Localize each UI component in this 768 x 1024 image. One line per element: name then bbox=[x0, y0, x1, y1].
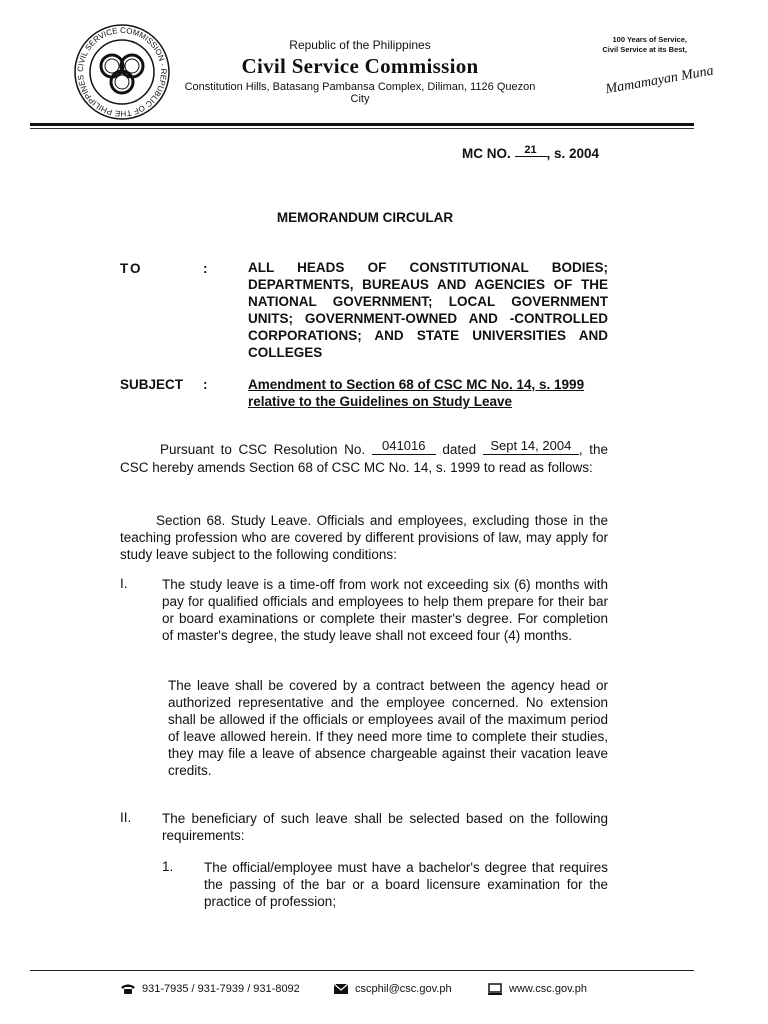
agency-name: Civil Service Commission bbox=[241, 54, 479, 78]
subject-text: Amendment to Section 68 of CSC MC No. 14, s. 1999 relative to the Guidelines on Study Leave bbox=[248, 377, 585, 409]
intro-text-b: dated bbox=[442, 442, 477, 457]
footer-website bbox=[487, 983, 587, 995]
email-link[interactable]: cscphil@csc.gov.ph bbox=[355, 983, 452, 995]
resolution-number: 041016 bbox=[372, 437, 436, 455]
subitem-1-text: The official/employee must have a bachelor's degree that requires the passing of the bar or a board licensure examination for the practice of profession; bbox=[204, 860, 608, 909]
intro-text-c: , the CSC hereby amends Section 68 of CSC MC No. 14, s. 1999 to read as follows: bbox=[120, 442, 608, 475]
intro-paragraph bbox=[120, 438, 608, 476]
item-1-text: The study leave is a time-off from work not exceeding six (6) months with pay for qualified officials and employees to help them prepare for their bar or board examinations or complete their master's degree. For completion of master's degree, the study leave shall not exceed four (4) months. bbox=[162, 577, 608, 643]
mail-icon bbox=[333, 983, 349, 995]
republic-heading: Republic of the Philippines bbox=[289, 38, 431, 52]
agency-address: Constitution Hills, Batasang Pambansa Complex, Diliman, 1126 Quezon City bbox=[184, 81, 536, 105]
header-divider-thick bbox=[30, 123, 694, 126]
signature-text: Mamamayan Muna bbox=[604, 63, 715, 98]
mc-suffix: , s. 2004 bbox=[546, 146, 600, 161]
phone-numbers: 931-7935 / 931-7939 / 931-8092 bbox=[142, 983, 300, 995]
seal-ring-text: CIVIL SERVICE COMMISSION · REPUBLIC OF THE PHILIPPINES bbox=[75, 25, 169, 119]
intro-text-a: Pursuant to CSC Resolution No. bbox=[160, 442, 366, 457]
header-divider-thin bbox=[30, 128, 694, 129]
csc-seal-logo bbox=[72, 22, 172, 122]
motto bbox=[585, 35, 687, 55]
item-1-number: I. bbox=[120, 576, 128, 591]
resolution-date: Sept 14, 2004 bbox=[483, 437, 579, 455]
footer-email bbox=[333, 983, 452, 995]
to-colon: : bbox=[203, 261, 208, 276]
website-link[interactable]: www.csc.gov.ph bbox=[509, 983, 588, 995]
section-68-paragraph bbox=[120, 512, 608, 563]
footer-divider bbox=[30, 970, 694, 971]
mc-number-line bbox=[462, 146, 599, 162]
item-2-text: The beneficiary of such leave shall be selected based on the following requirements: bbox=[162, 811, 608, 843]
motto-line-1: 100 Years of Service, bbox=[612, 35, 687, 44]
section-68-text: Section 68. Study Leave. Officials and employees, excluding those in the teaching profession who are covered by different provisions of law, may apply for study leave subject to the following conditions: bbox=[120, 513, 608, 562]
document-title: MEMORANDUM CIRCULAR bbox=[276, 210, 454, 225]
mc-number: 21 bbox=[515, 144, 547, 157]
subitem-1-number: 1. bbox=[162, 859, 174, 874]
item-2-number: II. bbox=[120, 810, 132, 825]
subject-colon: : bbox=[203, 377, 208, 392]
computer-icon bbox=[487, 983, 503, 995]
mamamayan-muna-signature bbox=[602, 56, 715, 98]
addressees: ALL HEADS OF CONSTITUTIONAL BODIES; DEPARTMENTS, BUREAUS AND AGENCIES OF THE NATIONAL GOVERNMENT; LOCAL GOVERNMENT UNITS; GOVERNMENT-OWNED AND -CONTROLLED CORPORATIONS; AND STATE UNIVERSITIES AND COLLEGES bbox=[248, 260, 608, 360]
mc-prefix: MC NO. bbox=[462, 146, 511, 161]
to-label: TO bbox=[120, 261, 143, 276]
footer-phone bbox=[120, 983, 300, 995]
motto-line-2: Civil Service at its Best, bbox=[602, 45, 687, 54]
subject-label: SUBJECT bbox=[120, 377, 184, 392]
item-1-paragraph-2: The leave shall be covered by a contract between the agency head or authorized representative and the employee concerned. No extension shall be allowed if the officials or employees avail of the maximum period of leave allowed herein. If they need more time to complete their studies, they may file a leave of absence chargeable against their vacation leave credits. bbox=[168, 678, 608, 778]
telephone-icon bbox=[120, 983, 136, 995]
